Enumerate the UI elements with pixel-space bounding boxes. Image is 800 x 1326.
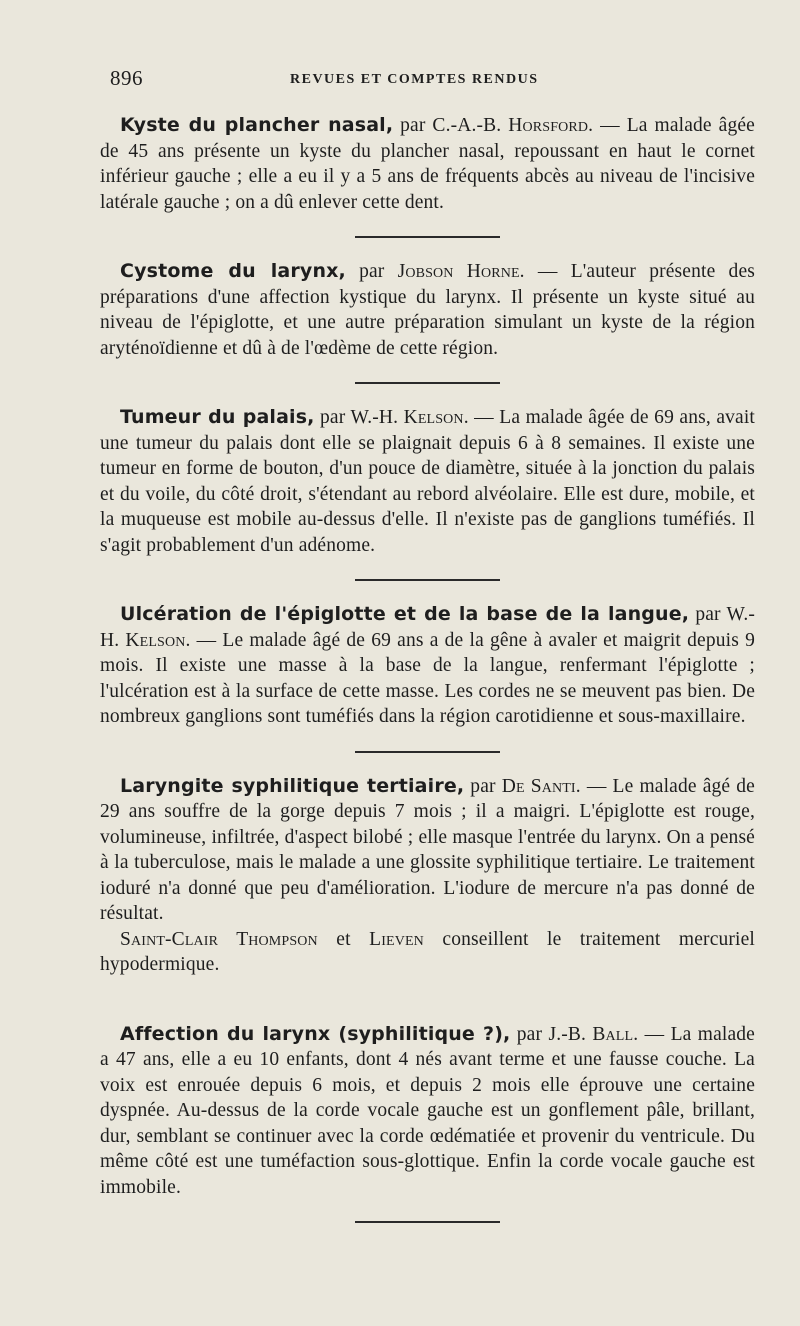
article-paragraph <box>100 113 755 215</box>
article-affection-larynx <box>100 1022 755 1201</box>
article-text: . — La malade a 47 ans, elle a eu 10 enfants, dont 4 nés avant terme et une fausse couche. La voix est enrouée depuis 6 mois, et depuis 2 mois elle éprouve une certaine dyspnée. Au-dessus de la corde vocale gauche est un gonflement pâle, brillant, dur, semblant se continuer avec la corde œdématiée et provenir du ventricule. Du même côté est une tuméfaction sous-glottique. Enfin la corde vocale gauche est immobile. <box>100 1023 755 1198</box>
article-title: Affection du larynx (syphilitique ?), <box>120 1022 511 1045</box>
article-paragraph <box>100 405 755 558</box>
page-header <box>110 66 755 96</box>
article-title: Laryngite syphilitique tertiaire, <box>120 774 465 797</box>
section-divider <box>355 1221 500 1223</box>
article-byline: par C.-A.-B. <box>393 115 509 136</box>
section-divider <box>355 382 500 384</box>
article-author: Horsford <box>508 115 589 136</box>
running-head: REVUES ET COMPTES RENDUS <box>290 72 539 87</box>
article-author: Saint-Clair Thompson <box>120 928 318 950</box>
article-author: Jobson Horne <box>397 261 520 282</box>
article-byline: par <box>345 261 398 282</box>
article-text: . — La malade âgée de 45 ans présente un kyste du plancher nasal, repoussant en haut le cornet inférieur gauche ; elle a eu il y a 5 ans de fréquents abcès au niveau de l'incisive latérale gauche ; on a dû enlever cette dent. <box>100 115 755 213</box>
section-divider <box>355 236 500 238</box>
article-paragraph <box>100 1022 755 1201</box>
article-title: Ulcération de l'épiglotte et de la base de la langue, <box>120 603 690 625</box>
section-divider <box>355 579 500 581</box>
article-text: . — Le malade âgé de 69 ans a de la gêne à avaler et maigrit depuis 9 mois. Il existe une masse à la base de la langue, renfermant l'épiglotte ; l'ulcération est à la surface de cette masse. Les cordes ne se meuvent pas bien. De nombreux ganglions sont tuméfiés dans la région carotidienne et sous-maxillaire. <box>100 629 755 727</box>
article-author: Kelson <box>125 629 186 651</box>
article-title: Tumeur du palais, <box>120 406 315 428</box>
article-byline: par <box>464 775 502 797</box>
article-tumeur-palais <box>100 405 755 558</box>
article-ulceration-epiglotte <box>100 602 755 730</box>
article-text: . — La malade âgée de 69 ans, avait une tumeur du palais dont elle se plaignait depuis 6 à 8 semaines. Il existe une tumeur en forme de bouton, d'un pouce de diamètre, située à la jonction du palais et du voile, du côté droit, s'étendant au rebord alvéolaire. Elle est dure, mobile, et la muqueuse est mobile au-dessus d'elle. Il n'existe pas de ganglions tuméfiés. Il s'agit probablement d'un adénome. <box>100 407 755 556</box>
article-followup-paragraph <box>100 927 755 978</box>
article-byline: par J.-B. <box>510 1023 593 1045</box>
section-divider <box>355 751 500 753</box>
article-author: Lieven <box>369 928 424 950</box>
page-content <box>100 113 755 1244</box>
article-kyste-plancher-nasal <box>100 113 755 215</box>
article-cystome-larynx <box>100 259 755 361</box>
article-title: Cystome du larynx, <box>120 260 346 282</box>
article-byline: par W.-H. <box>314 407 404 428</box>
article-paragraph <box>100 259 755 361</box>
article-text: . — L'auteur présente des préparations d'une affection kystique du larynx. Il présente un kyste situé au niveau de l'épiglotte, et une autre préparation simulant un kyste de la région aryténoïdienne et dû à de l'œdème de cette région. <box>100 261 755 359</box>
article-author: Kelson <box>403 407 464 428</box>
article-author: Ball <box>592 1023 634 1045</box>
article-text: . — Le malade âgé de 29 ans souffre de la gorge depuis 7 mois ; il a maigri. L'épiglotte est rouge, volumineuse, infiltrée, d'aspect bilobé ; elle masque l'entrée du larynx. On a pensé à la tuberculose, mais le malade a une glossite syphilitique tertiaire. Le traitement ioduré n'a donné que peu d'amélioration. L'iodure de mercure n'a pas donné de résultat. <box>100 775 755 924</box>
article-conjunction: et <box>317 928 370 950</box>
article-laryngite-syphilitique <box>100 774 755 978</box>
article-byline: par W.-H. <box>100 604 755 651</box>
article-title: Kyste du plancher nasal, <box>120 114 394 136</box>
article-paragraph <box>100 774 755 927</box>
article-text: conseillent le traitement mercuriel hypodermique. <box>100 928 755 975</box>
article-paragraph <box>100 602 755 730</box>
page-number: 896 <box>110 66 143 90</box>
article-author: De Santi <box>501 775 576 797</box>
